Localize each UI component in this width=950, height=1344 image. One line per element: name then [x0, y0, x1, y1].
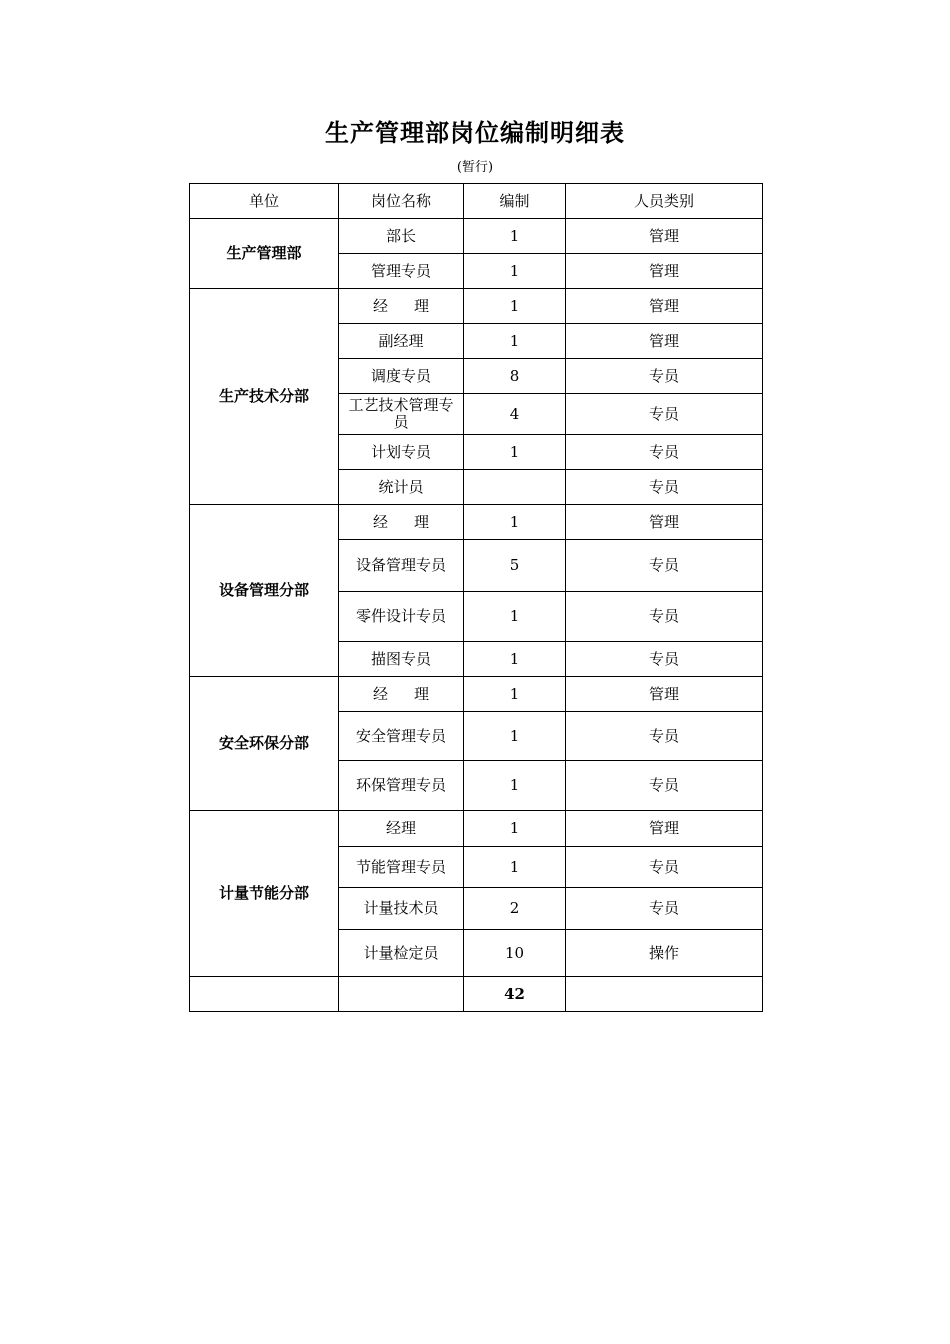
- position-cell: 环保管理专员: [339, 761, 464, 811]
- position-cell: 经理: [339, 811, 464, 847]
- category-cell: 管理: [566, 324, 763, 359]
- position-cell: [339, 505, 464, 540]
- count-cell: 1: [464, 677, 566, 712]
- unit-cell: 生产管理部: [190, 219, 339, 289]
- category-cell: 专员: [566, 847, 763, 888]
- category-cell: 管理: [566, 677, 763, 712]
- table-row: [190, 289, 763, 324]
- count-cell: 1: [464, 505, 566, 540]
- table-row: [190, 811, 763, 847]
- table-row: [190, 505, 763, 540]
- position-cell: 描图专员: [339, 642, 464, 677]
- total-row: [190, 977, 763, 1012]
- position-cell: 计量技术员: [339, 888, 464, 930]
- header-row: [190, 184, 763, 219]
- staffing-table: [189, 183, 763, 1012]
- count-cell: 5: [464, 540, 566, 592]
- category-cell: 专员: [566, 592, 763, 642]
- position-cell: 统计员: [339, 470, 464, 505]
- count-cell: 1: [464, 761, 566, 811]
- empty-cell: [339, 977, 464, 1012]
- position-text: 经理: [372, 512, 455, 531]
- count-cell: 1: [464, 712, 566, 761]
- count-cell: 1: [464, 811, 566, 847]
- count-cell: 1: [464, 254, 566, 289]
- position-text: 经理: [372, 684, 455, 703]
- position-cell: 零件设计专员: [339, 592, 464, 642]
- position-cell: 调度专员: [339, 359, 464, 394]
- unit-cell: 计量节能分部: [190, 811, 339, 977]
- empty-cell: [190, 977, 339, 1012]
- position-cell: 管理专员: [339, 254, 464, 289]
- position-cell: [339, 677, 464, 712]
- position-cell: 部长: [339, 219, 464, 254]
- category-cell: 操作: [566, 930, 763, 977]
- position-cell: [339, 289, 464, 324]
- header-unit: 单位: [190, 184, 339, 219]
- unit-cell: 生产技术分部: [190, 289, 339, 505]
- category-cell: 专员: [566, 888, 763, 930]
- count-cell: 10: [464, 930, 566, 977]
- position-cell: 计划专员: [339, 435, 464, 470]
- category-cell: 专员: [566, 359, 763, 394]
- category-cell: 管理: [566, 254, 763, 289]
- count-cell: 4: [464, 394, 566, 435]
- category-cell: 管理: [566, 289, 763, 324]
- count-cell: 2: [464, 888, 566, 930]
- position-cell: 副经理: [339, 324, 464, 359]
- header-count: 编制: [464, 184, 566, 219]
- table-row: [190, 677, 763, 712]
- category-cell: 专员: [566, 642, 763, 677]
- category-cell: 专员: [566, 540, 763, 592]
- position-cell: 安全管理专员: [339, 712, 464, 761]
- category-cell: 专员: [566, 435, 763, 470]
- count-cell: 1: [464, 642, 566, 677]
- position-cell: 节能管理专员: [339, 847, 464, 888]
- category-cell: 管理: [566, 505, 763, 540]
- category-cell: 专员: [566, 761, 763, 811]
- count-cell: 8: [464, 359, 566, 394]
- page-subtitle: (暂行): [456, 160, 494, 175]
- count-cell: 1: [464, 592, 566, 642]
- count-cell: 1: [464, 435, 566, 470]
- count-cell: 1: [464, 289, 566, 324]
- page-title: 生产管理部岗位编制明细表: [325, 119, 625, 147]
- header-category: 人员类别: [566, 184, 763, 219]
- position-cell: 工艺技术管理专员: [339, 394, 464, 435]
- category-cell: 管理: [566, 811, 763, 847]
- count-cell: 1: [464, 847, 566, 888]
- count-cell: [464, 470, 566, 505]
- unit-cell: 设备管理分部: [190, 505, 339, 677]
- empty-cell: [566, 977, 763, 1012]
- category-cell: 管理: [566, 219, 763, 254]
- position-cell: 计量检定员: [339, 930, 464, 977]
- count-cell: 1: [464, 219, 566, 254]
- total-count-cell: 42: [464, 977, 566, 1012]
- header-position: 岗位名称: [339, 184, 464, 219]
- position-text: 经理: [372, 296, 455, 315]
- category-cell: 专员: [566, 712, 763, 761]
- category-cell: 专员: [566, 394, 763, 435]
- count-cell: 1: [464, 324, 566, 359]
- position-cell: 设备管理专员: [339, 540, 464, 592]
- table-row: [190, 219, 763, 254]
- category-cell: 专员: [566, 470, 763, 505]
- unit-cell: 安全环保分部: [190, 677, 339, 811]
